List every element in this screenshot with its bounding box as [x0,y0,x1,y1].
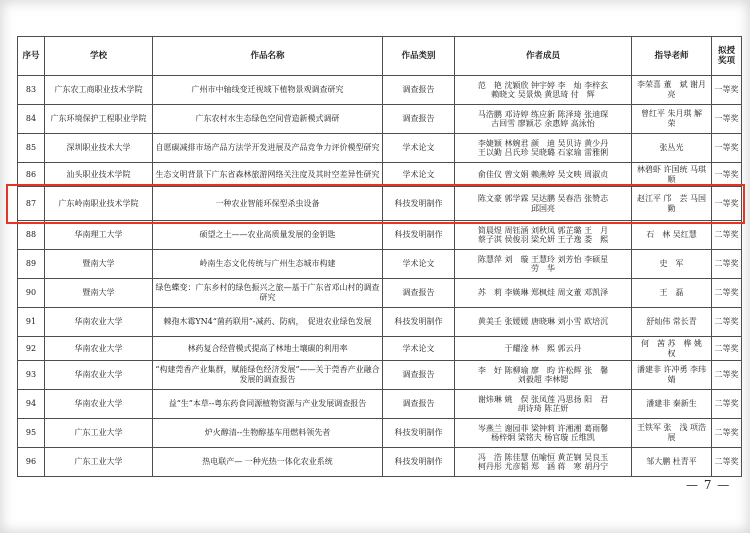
authors-line: 简晨煜 周钰涵 刘秋凤 郭芷璐 王 月 [477,225,609,235]
authors-line: 李 好 陈柳瑜 廖 昀 许松辉 张 馨 [477,365,609,375]
cell-school: 深圳职业技术大学 [45,134,153,163]
authors-line: 李婕颖 林婉君 颜 迪 吴贝诗 黄少丹 [477,138,609,148]
authors-line: 王以勤 吕氏珍 吴晓璐 石家瑜 雷雅俐 [477,148,609,157]
cell-award: 二等奖 [712,419,742,448]
authors-line: 杨梓炯 梁铭夫 杨官璇 丘维凯 [491,433,595,442]
cell-serial: 96 [18,448,45,477]
table-row [18,390,742,419]
cell-category: 学术论文 [383,163,455,187]
cell-award: 一等奖 [712,105,742,134]
cell-category: 科技发明制作 [383,187,455,221]
authors-line: 胡诗琦 陈芷妍 [517,404,569,413]
cell-award: 一等奖 [712,76,742,105]
cell-category: 学术论文 [383,337,455,361]
table-row [18,163,742,187]
cell-category: 科技发明制作 [383,448,455,477]
cell-work-title: 硕望之土——农业高质量发展的金钥匙 [153,221,383,250]
awards-table-body [18,76,742,477]
authors-line: 谢炜琳 姚 俣 张凤莲 冯思扬 阳 君 [477,394,609,404]
cell-work-title: 岭南生态文化传统与广州生态城市构建 [153,250,383,279]
cell-serial: 91 [18,308,45,337]
cell-work-title: 广州市中轴线变迁视域下植物景观调查研究 [153,76,383,105]
cell-school: 汕头职业技术学院 [45,163,153,187]
cell-school: 广东工业大学 [45,448,153,477]
cell-award: 二等奖 [712,337,742,361]
page-number: — 7 — [686,478,731,492]
authors-line: 古回雪 廖颖芯 余惠婷 高泳怡 [491,119,595,128]
cell-award: 二等奖 [712,250,742,279]
cell-teachers: 曾红平 朱月琪 解 荣 [632,105,712,134]
cell-serial: 89 [18,250,45,279]
cell-school: 广东农工商职业技术学院 [45,76,153,105]
cell-teachers: 张丛光 [632,134,712,163]
column-header: 作品类别 [383,37,455,76]
cell-serial: 90 [18,279,45,308]
cell-teachers: 李荣喜 董 斌 谢月亮 [632,76,712,105]
cell-category: 科技发明制作 [383,221,455,250]
cell-category: 科技发明制作 [383,308,455,337]
cell-serial: 93 [18,361,45,390]
cell-category: 调查报告 [383,361,455,390]
cell-serial: 88 [18,221,45,250]
cell-serial: 94 [18,390,45,419]
cell-work-title: 生态文明背景下广东省森林旅游网络关注度及其时空差异性研究 [153,163,383,187]
authors-line: 赖晓文 吴景焕 黄思琦 付 辉 [491,90,595,99]
cell-school: 暨南大学 [45,279,153,308]
cell-award: 二等奖 [712,279,742,308]
cell-school: 广东环境保护工程职业学院 [45,105,153,134]
authors-line: 陈慧萍 刘 璇 王慧玲 刘芳怡 李硕星 [477,254,609,264]
table-row [18,337,742,361]
table-row [18,279,742,308]
cell-authors [455,448,632,477]
cell-award: 二等奖 [712,221,742,250]
cell-category: 科技发明制作 [383,419,455,448]
authors-line: 于耀淦 林 熙 郭云丹 [504,343,582,353]
cell-serial: 83 [18,76,45,105]
authors-line: 柯丹彤 尤彦韬 郑 涵 蒋 寒 胡丹宁 [477,462,609,471]
table-row [18,250,742,279]
authors-line: 邱国亮 [531,203,555,213]
cell-authors [455,221,632,250]
cell-work-title: 棘孢木霉YN4“菌药联用”-减药、防病， 促进农业绿色发展 [153,308,383,337]
authors-line: 陈文豪 郭学霖 吴达鹏 吴春浩 张赞志 [477,194,609,203]
cell-teachers: 何 茜 苏 桦 姚 权 [632,337,712,361]
cell-category: 学术论文 [383,250,455,279]
cell-work-title: 热电联产— 一种光热一体化农业系统 [153,448,383,477]
cell-teachers: 王铁军 张 浅 项浩展 [632,419,712,448]
cell-teachers: 邹大鹏 杜青平 [632,448,712,477]
cell-authors [455,163,632,187]
cell-award: 一等奖 [712,187,742,221]
column-header: 学校 [45,37,153,76]
cell-award: 一等奖 [712,163,742,187]
column-header: 作者成员 [455,37,632,76]
cell-teachers: 潘建非 许冲勇 李玮婧 [632,361,712,390]
table-row [18,361,742,390]
cell-serial: 85 [18,134,45,163]
cell-school: 华南农业大学 [45,390,153,419]
cell-authors [455,361,632,390]
cell-teachers: 潘建非 秦新生 [632,390,712,419]
authors-line: 冯 浩 陈佳慧 伍喻恒 黄芷锎 吴良玉 [477,452,609,462]
cell-authors [455,419,632,448]
cell-authors [455,308,632,337]
cell-work-title: “构建莞香产业集群，赋能绿色经济发展”——关于莞香产业融合发展的调查报告 [153,361,383,390]
table-row [18,308,742,337]
cell-category: 调查报告 [383,76,455,105]
cell-serial: 84 [18,105,45,134]
cell-serial: 92 [18,337,45,361]
cell-teachers: 林碧虾 许国统 马琪顺 [632,163,712,187]
cell-category: 学术论文 [383,134,455,163]
cell-school: 华南农业大学 [45,308,153,337]
cell-teachers: 石 林 吴红慧 [632,221,712,250]
table-row [18,419,742,448]
cell-authors [455,187,632,221]
authors-line: 范 艳 沈颖欣 钟宇婷 李 灿 李梓玄 [477,80,609,90]
column-header: 序号 [18,37,45,76]
table-header-row [18,37,742,76]
cell-award: 一等奖 [712,134,742,163]
cell-teachers: 赵江平 邝 芸 马国勤 [632,187,712,221]
table-row [18,76,742,105]
table-row [18,187,742,221]
cell-school: 华南理工大学 [45,221,153,250]
cell-serial: 95 [18,419,45,448]
table-row [18,221,742,250]
table-row [18,134,742,163]
cell-authors [455,250,632,279]
cell-school: 暨南大学 [45,250,153,279]
cell-serial: 87 [18,187,45,221]
cell-school: 广东工业大学 [45,419,153,448]
authors-line: 俞佳仪 曾文娟 赖燕婷 吴文映 周淑贞 [477,169,609,179]
authors-line: 黄美壬 张媛媛 唐晓琳 刘小雪 欧培沉 [477,317,609,327]
column-header: 作品名称 [153,37,383,76]
cell-authors [455,279,632,308]
authors-line: 刘毅超 李林锶 [517,375,569,384]
cell-work-title: 广东农村水生态绿色空间营造新模式调研 [153,105,383,134]
cell-work-title: 林药复合经营模式提高了林地土壤碳的利用率 [153,337,383,361]
cell-work-title: 绿色蝶变：广东乡村的绿色振兴之旅—基于广东省邓山村的调查研究 [153,279,383,308]
authors-line: 劳 华 [531,264,555,273]
authors-line: 岑燕兰 谢园菲 梁钟莉 许湘湘 葛雨馨 [477,423,609,433]
cell-category: 调查报告 [383,390,455,419]
column-header: 指导老师 [632,37,712,76]
cell-teachers: 史 军 [632,250,712,279]
cell-school: 广东岭南职业技术学院 [45,187,153,221]
table-row [18,105,742,134]
awards-table [17,36,742,477]
cell-serial: 86 [18,163,45,187]
authors-line: 蔡子淇 侯俊羽 梁允妍 王子逸 娄 熙 [477,235,609,244]
cell-award: 二等奖 [712,308,742,337]
cell-authors [455,390,632,419]
cell-award: 二等奖 [712,390,742,419]
cell-school: 华南农业大学 [45,337,153,361]
cell-work-title: 自愿碳减排市场产品方法学开发进展及产品竞争力评价模型研究 [153,134,383,163]
authors-line: 马浩鹏 邓诗婷 练应新 陈泽琦 张迪琛 [477,109,609,119]
authors-line: 苏 莉 李媖琳 郑枫烓 周文董 邓凯泽 [477,288,609,298]
cell-work-title: 炉火醇清--生物醇基车用燃料领先者 [153,419,383,448]
cell-school: 华南农业大学 [45,361,153,390]
cell-award: 二等奖 [712,361,742,390]
table-row [18,448,742,477]
cell-teachers: 舒灿伟 常长青 [632,308,712,337]
cell-category: 调查报告 [383,279,455,308]
cell-work-title: 益“生”本草--粤东药食同源植物资源与产业发展调查报告 [153,390,383,419]
cell-teachers: 王 磊 [632,279,712,308]
cell-award: 二等奖 [712,448,742,477]
cell-category: 调查报告 [383,105,455,134]
cell-authors [455,337,632,361]
cell-authors [455,76,632,105]
column-header: 拟授奖项 [712,37,742,76]
cell-authors [455,105,632,134]
cell-authors [455,134,632,163]
cell-work-title: 一种农业智能环保型杀虫设备 [153,187,383,221]
